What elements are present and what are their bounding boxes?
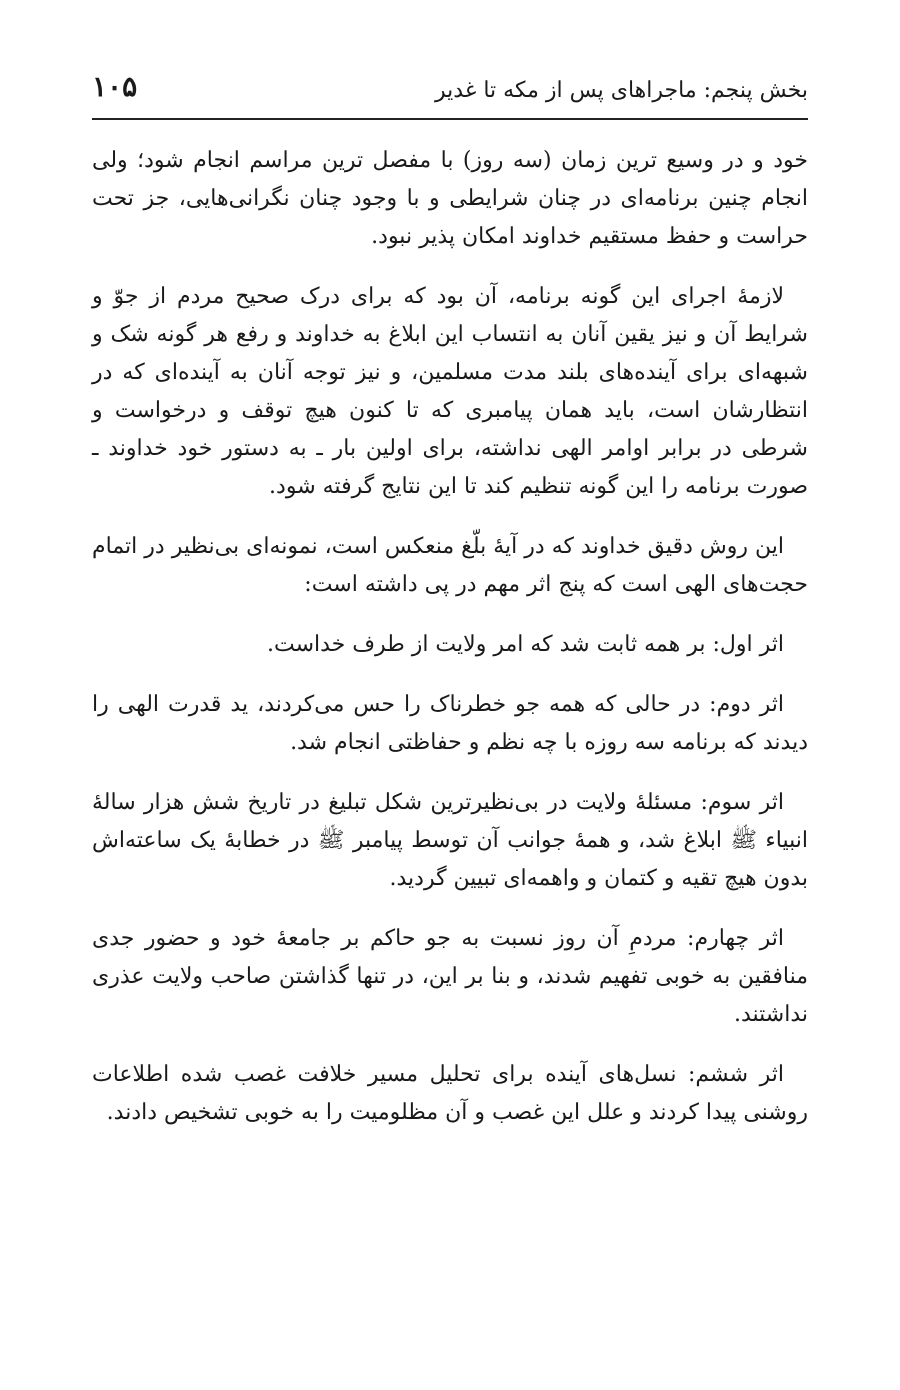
page-body	[92, 142, 808, 1154]
page-number: ۱۰۵	[92, 70, 138, 103]
paragraph: لازمهٔ اجرای این گونه برنامه، آن بود که برای درک صحیح مردم از جوّ و شرایط آن و نیز یقین آنان به انتساب این ابلاغ به خداوند و رفع هر گونه شک و شبهه‌ای برای آینده‌های بلند مدت مسلمین، و نیز توجه آنان به آینده‌ای که در انتظارشان است، باید همان پیامبری که تا کنون هیچ توقف و درخواست و شرطی در برابر اوامر الهی نداشته، برای اولین بار ـ به دستور خود خداوند ـ صورت برنامه را این گونه تنظیم کند تا این نتایج گرفته شود.	[92, 284, 808, 499]
paragraph: اثر چهارم: مردمِ آن روز نسبت به جو حاکم بر جامعهٔ خود و حضور جدی منافقین به خوبی تفهیم شدند، و بنا بر این، در تنها گذاشتن صاحب ولایت عذری نداشتند.	[92, 926, 808, 1027]
paragraph: خود و در وسیع ترین زمان (سه روز) با مفصل ترین مراسم انجام شود؛ ولی انجام چنین برنامه‌ای در چنان شرایطی و با وجود چنان نگرانی‌هایی، جز تحت حراست و حفظ مستقیم خداوند امکان پذیر نبود.	[92, 148, 808, 249]
paragraph: این روش دقیق خداوند که در آیهٔ بلّغ منعکس است، نمونه‌ای بی‌نظیر در اتمام حجت‌های الهی است که پنج اثر مهم در پی داشته است:	[92, 534, 808, 597]
running-head-title: بخش پنجم: ماجراهای پس از مکه تا غدیر	[435, 78, 808, 103]
paragraph: اثر سوم: مسئلهٔ ولایت در بی‌نظیرترین شکل تبلیغ در تاریخ شش هزار سالهٔ انبیاء ﷺ ابلاغ شد، و همهٔ جوانب آن توسط پیامبر ﷺ در خطابهٔ یک ساعته‌اش بدون هیچ تقیه و کتمان و واهمه‌ای تبیین گردید.	[92, 790, 808, 891]
paragraph: اثر اول: بر همه ثابت شد که امر ولایت از طرف خداست.	[266, 632, 784, 657]
paragraph: اثر دوم: در حالی که همه جو خطرناک را حس می‌کردند، ید قدرت الهی را دیدند که برنامه سه روزه با چه نظم و حفاظتی انجام شد.	[92, 692, 808, 755]
paragraph: اثر ششم: نسل‌های آینده برای تحلیل مسیر خلافت غصب شده اطلاعات روشنی پیدا کردند و علل این غصب و آن مظلومیت را به خوبی تشخیص دادند.	[92, 1062, 808, 1125]
page-header	[92, 66, 808, 120]
